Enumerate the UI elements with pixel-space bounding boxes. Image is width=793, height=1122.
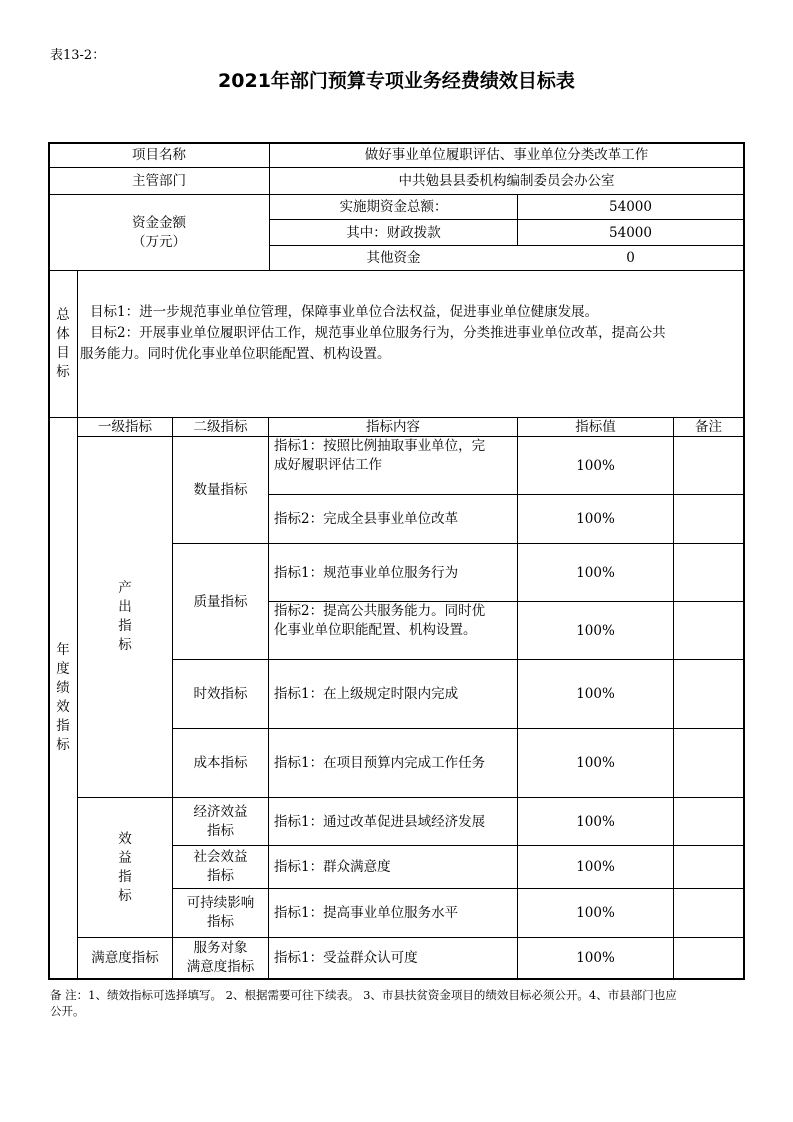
year-label-char: 标 <box>56 737 70 753</box>
indicator-row-content: 指标1：在上级规定时限内完成 <box>274 686 459 702</box>
quantity-indicator-label: 数量指标 <box>193 482 248 498</box>
project-name-label: 项目名称 <box>132 147 186 163</box>
footnote <box>50 987 750 1019</box>
col-header-content: 指标内容 <box>366 419 420 435</box>
indicator-row-content: 指标2：完成全县事业单位改革 <box>274 511 459 527</box>
funds-label-line2: （万元） <box>132 233 186 250</box>
col-header-value: 指标值 <box>575 419 616 435</box>
fiscal-funds-value: 54000 <box>609 224 652 241</box>
fiscal-funds-label: 其中：财政拨款 <box>346 224 441 241</box>
indicator-row-content: 指标1：通过改革促进县域经济发展 <box>274 813 486 830</box>
indicator-row-content <box>269 602 517 659</box>
output-label-char: 出 <box>118 599 132 615</box>
goals-label-char: 总 <box>56 307 70 323</box>
footnote-line2: 公开。 <box>50 1004 85 1018</box>
funds-label <box>49 195 269 270</box>
goals-label-char: 标 <box>56 364 70 380</box>
year-label-char: 指 <box>56 718 70 734</box>
indicator-row-value: 100% <box>576 511 615 527</box>
page-title: 2021年部门预算专项业务经费绩效目标表 <box>218 70 575 92</box>
timeliness-indicator-label: 时效指标 <box>193 686 248 702</box>
total-funds-label: 实施期资金总额： <box>339 199 448 215</box>
economic-benefit-label <box>173 798 268 845</box>
service-satisfaction-label <box>173 938 268 978</box>
col-header-level1: 一级指标 <box>98 419 152 435</box>
indicator-row-content: 指标1：受益群众认可度 <box>274 950 418 966</box>
other-funds-value: 0 <box>626 250 635 266</box>
indicator-row-content: 指标1：规范事业单位服务行为 <box>274 564 459 581</box>
goals-label-char: 目 <box>56 345 70 361</box>
goal-2-line2: 服务能力。同时优化事业单位职能配置、机构设置。 <box>80 346 391 362</box>
economic-benefit-line2: 指标 <box>207 822 234 839</box>
benefit-indicators-label <box>78 798 172 937</box>
table-number: 表13-2： <box>50 48 106 63</box>
dept-label: 主管部门 <box>132 173 186 189</box>
indicator-row-content <box>269 437 517 494</box>
footnote-line1: 备 注：1、绩效指标可选择填写。 2、根据需要可往下续表。 3、市县扶贫资金项目的绩效目标必须公开。4、市县部门也应 <box>50 988 677 1002</box>
indicator-row-value: 100% <box>576 564 615 581</box>
output-label-char: 产 <box>118 580 132 596</box>
col-header-note: 备注 <box>695 419 722 435</box>
indicator-row-content: 指标1：在项目预算内完成工作任务 <box>274 755 486 771</box>
cost-indicator-label: 成本指标 <box>193 755 248 771</box>
year-label-char: 年 <box>56 642 70 658</box>
output-indicators-label <box>78 437 172 797</box>
satisfaction-indicators-label: 满意度指标 <box>91 950 159 966</box>
social-benefit-label <box>173 846 268 888</box>
year-label-char: 效 <box>56 699 70 715</box>
content-line: 成好履职评估工作 <box>274 457 382 473</box>
content-line: 化事业单位职能配置、机构设置。 <box>274 622 477 638</box>
goals-label-char: 体 <box>56 326 70 342</box>
benefit-label-char: 标 <box>118 887 132 904</box>
year-label-char: 度 <box>56 661 70 677</box>
social-benefit-line2: 指标 <box>207 868 234 884</box>
sustainability-line2: 指标 <box>207 914 234 930</box>
goal-2-line1: 目标2：开展事业单位履职评估工作，规范事业单位服务行为，分类推进事业单位改革，提高公共 <box>90 325 666 341</box>
sustainability-label <box>173 889 268 937</box>
indicator-row-value: 100% <box>576 686 615 702</box>
overall-goals-text <box>80 302 742 365</box>
output-label-char: 标 <box>118 637 132 653</box>
sustainability-line1: 可持续影响 <box>186 895 255 911</box>
indicator-row-value: 100% <box>576 813 615 830</box>
project-name-value: 做好事业单位履职评估、事业单位分类改革工作 <box>364 147 649 163</box>
overall-goals-label <box>49 271 77 417</box>
service-satisfaction-line2: 满意度指标 <box>186 959 255 975</box>
benefit-label-char: 益 <box>118 849 132 866</box>
indicator-row-value: 100% <box>576 457 615 474</box>
indicator-row-content: 指标1：提高事业单位服务水平 <box>274 905 459 921</box>
indicator-row-value: 100% <box>576 622 615 639</box>
annual-indicators-label <box>49 418 77 978</box>
benefit-label-char: 效 <box>118 830 132 847</box>
social-benefit-line1: 社会效益 <box>193 849 248 865</box>
col-header-level2: 二级指标 <box>193 419 248 435</box>
year-label-char: 绩 <box>56 680 70 696</box>
funds-label-line1: 资金金额 <box>132 214 186 231</box>
indicator-row-value: 100% <box>576 905 615 921</box>
quality-indicator-label: 质量指标 <box>193 593 248 610</box>
content-line: 指标1：按照比例抽取事业单位，完 <box>274 438 486 454</box>
content-line: 指标2：提高公共服务能力。同时优 <box>274 603 486 619</box>
other-funds-label: 其他资金 <box>366 250 421 266</box>
total-funds-value: 54000 <box>609 199 652 215</box>
indicator-row-value: 100% <box>576 755 615 771</box>
economic-benefit-line1: 经济效益 <box>193 803 248 820</box>
service-satisfaction-line1: 服务对象 <box>193 940 248 956</box>
goal-1: 目标1：进一步规范事业单位管理，保障事业单位合法权益，促进事业单位健康发展。 <box>90 304 599 320</box>
output-label-char: 指 <box>118 618 132 634</box>
indicator-row-value: 100% <box>576 950 615 966</box>
indicator-row-value: 100% <box>576 859 615 875</box>
dept-value: 中共勉县县委机构编制委员会办公室 <box>398 173 615 189</box>
indicator-row-content: 指标1：群众满意度 <box>274 859 391 875</box>
benefit-label-char: 指 <box>118 868 132 885</box>
